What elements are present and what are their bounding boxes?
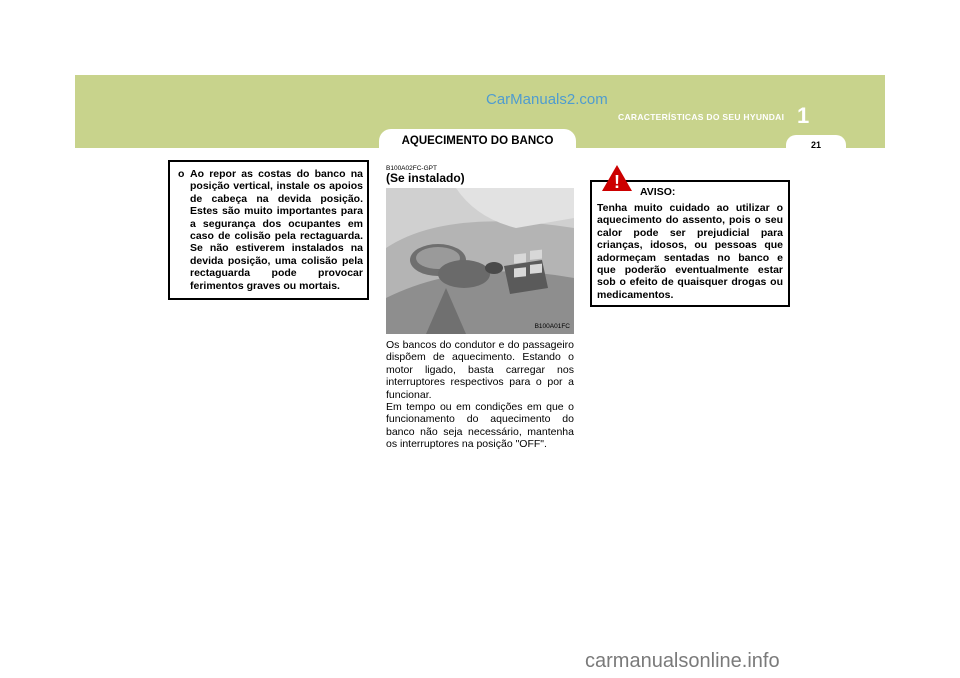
chapter-title: CARACTERÍSTICAS DO SEU HYUNDAI [618, 112, 785, 122]
bullet-marker: o [178, 168, 185, 180]
page-number: 21 [786, 135, 846, 155]
footer-link[interactable]: carmanualsonline.info [585, 650, 780, 672]
paragraph-1: Os bancos do condutor e do passageiro dispõem de aquecimento. Estando o motor ligado, basta carregar nos interruptores respectivos para o por a funcionar. [386, 339, 574, 401]
section-title: AQUECIMENTO DO BANCO [379, 129, 576, 153]
safety-note-box [168, 160, 369, 300]
body-text [386, 339, 574, 451]
sub-heading: (Se instalado) [386, 171, 465, 185]
document-code: B100A02FC-GPT [386, 165, 437, 172]
seat-heater-switch-figure [386, 188, 574, 334]
warning-triangle-icon [601, 164, 633, 192]
figure-label: B100A01FC [534, 323, 570, 330]
warning-box [590, 180, 790, 307]
warning-text: Tenha muito cuidado ao utilizar o aquecimento do assento, pois o seu calor pode ser prejudicial para crianças, idosos, ou pessoas que adormeçam sentadas no banco e que poderão eventualmente estar sob o efeito de quaisquer drogas ou medicamentos. [597, 202, 783, 301]
safety-note-text: Ao repor as costas do banco na posição vertical, instale os apoios de cabeça na devida posição. Estes são muito importantes para a segurança dos ocupantes em caso de colisão pela rectaguarda. Se não estiverem instalados na devida posição, uma colisão pela rectaguarda pode provocar ferimentos graves ou mortais. [190, 168, 363, 292]
warning-icon-symbol: ! [614, 172, 620, 192]
site-link[interactable]: CarManuals2.com [486, 91, 608, 108]
chapter-number: 1 [797, 103, 810, 128]
paragraph-2: Em tempo ou em condições em que o funcionamento do aquecimento do banco não seja necessário, mantenha os interruptores na posição "OFF". [386, 401, 574, 451]
seat-heater-console-illustration [386, 188, 574, 334]
warning-title: AVISO: [640, 186, 676, 198]
